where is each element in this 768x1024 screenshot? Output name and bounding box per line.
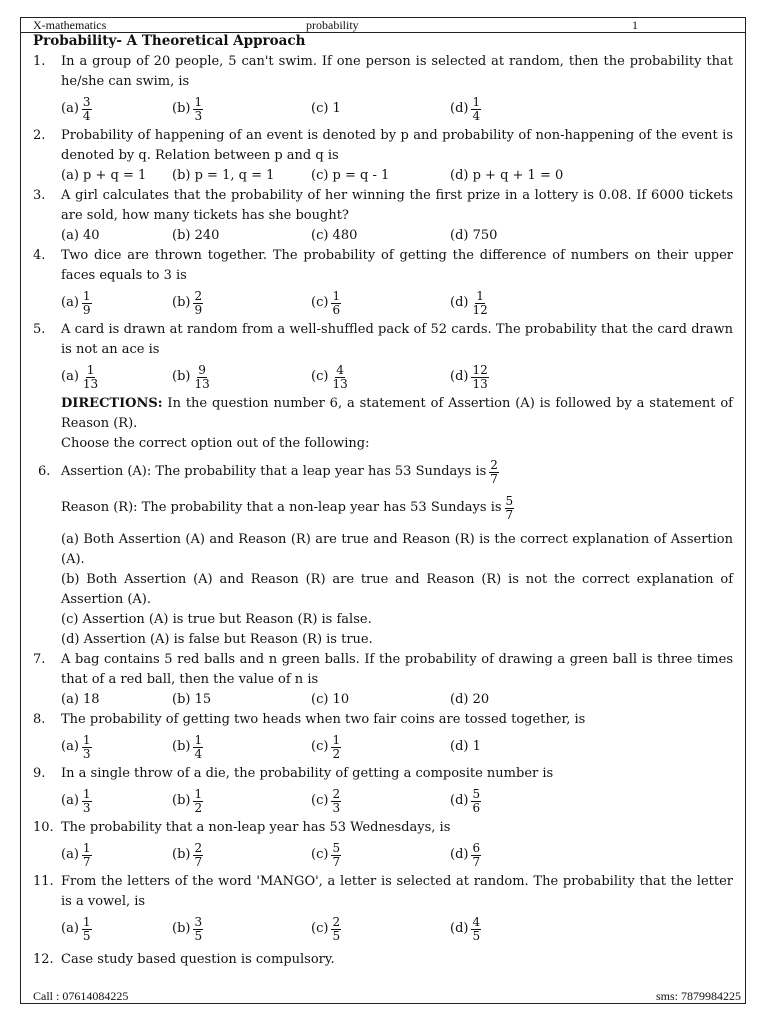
option-b: (b) $\frac{1}{4}$ <box>172 732 203 761</box>
question-4 <box>33 246 733 286</box>
option-a: (a) $\frac{1}{3}$ <box>61 786 91 815</box>
option-d: (d) $\frac{1}{4}$ <box>450 94 481 123</box>
question-number: 10. <box>33 820 54 835</box>
question-number: 5. <box>33 322 46 337</box>
option-a: (a) $\frac{1}{13}$ <box>61 362 99 391</box>
question-text: A card is drawn at random from a well-shuffled pack of 52 cards. The probability that the card drawn is not an ace is <box>61 322 733 357</box>
option-b: (b) Both Assertion (A) and Reason (R) are true and Reason (R) is not the correct explanation of Assertion (A). <box>61 572 733 607</box>
option-b: (b) $\frac{2}{7}$ <box>172 840 203 869</box>
question-text: Case study based question is compulsory. <box>61 952 335 967</box>
header-page-number: 1 <box>632 18 638 32</box>
reason-text: Reason (R): The probability that a non-leap year has 53 Sundays is <box>61 500 502 515</box>
option-a: (a) Both Assertion (A) and Reason (R) are true and Reason (R) is the correct explanation of Assertion (A). <box>61 532 733 567</box>
question-text: A bag contains 5 red balls and n green balls. If the probability of drawing a green ball is three times that of a red ball, then the value of n is <box>61 652 733 687</box>
reason-fraction: $\frac{5}{7}$ <box>505 493 514 522</box>
option-c: (c) 1 <box>311 101 341 116</box>
option-b: (b) $\frac{2}{9}$ <box>172 288 203 317</box>
option-a: (a) 18 <box>61 692 100 707</box>
question-12 <box>33 950 733 970</box>
option-b: (b) $\frac{9}{13}$ <box>172 362 210 391</box>
question-text: From the letters of the word 'MANGO', a letter is selected at random. The probability that the letter is a vowel, is <box>61 874 733 909</box>
options-3 <box>61 226 733 246</box>
option-b: (b) 240 <box>172 228 220 243</box>
option-c: (c) $\frac{1}{2}$ <box>311 732 341 761</box>
option-a: (a) $\frac{1}{3}$ <box>61 732 91 761</box>
question-text: In a single throw of a die, the probability of getting a composite number is <box>61 766 554 781</box>
options-9 <box>61 784 733 818</box>
question-text: Probability of happening of an event is denoted by p and probability of non-happening of the event is denoted by q. Relation between p and q is <box>61 128 733 163</box>
question-11 <box>33 872 733 912</box>
options-2 <box>61 166 733 186</box>
question-number: 4. <box>33 248 46 263</box>
option-b: (b) 15 <box>172 692 212 707</box>
option-c: (c) Assertion (A) is true but Reason (R) is false. <box>61 612 372 627</box>
option-d: (d) 20 <box>450 692 490 707</box>
question-10 <box>33 818 733 838</box>
options-5 <box>61 360 733 394</box>
option-d: (d) 750 <box>450 228 498 243</box>
option-a: (a) p + q = 1 <box>61 168 147 183</box>
option-c: (c) $\frac{2}{5}$ <box>311 914 341 943</box>
options-10 <box>61 838 733 872</box>
option-d: (d) p + q + 1 = 0 <box>450 168 564 183</box>
question-number: 12. <box>33 952 54 967</box>
options-11 <box>61 912 733 946</box>
question-list <box>33 52 733 970</box>
page-header <box>33 18 733 33</box>
question-text: The probability that a non-leap year has 53 Wednesdays, is <box>61 820 451 835</box>
option-d: (d) 1 <box>450 739 481 754</box>
page-title: Probability- A Theoretical Approach <box>33 33 306 49</box>
question-7 <box>33 650 733 690</box>
option-c: (c) 480 <box>311 228 358 243</box>
footer-sms: sms: 7879984225 <box>655 989 741 1003</box>
option-d: (d) $\frac{12}{13}$ <box>450 362 488 391</box>
option-a: (a) 40 <box>61 228 100 243</box>
question-6 <box>33 454 733 490</box>
question-number: 2. <box>33 128 46 143</box>
question-9 <box>33 764 733 784</box>
question-8 <box>33 710 733 730</box>
question-text: Two dice are thrown together. The probability of getting the difference of numbers on their upper faces equals to 3 is <box>61 248 733 283</box>
option-c: (c) p = q - 1 <box>311 168 390 183</box>
option-a: (a) $\frac{1}{5}$ <box>61 914 91 943</box>
option-c: (c) $\frac{4}{13}$ <box>311 362 348 391</box>
options-1 <box>61 92 733 126</box>
option-c: (c) $\frac{1}{6}$ <box>311 288 341 317</box>
question-1 <box>33 52 733 92</box>
options-7 <box>61 690 733 710</box>
question-number: 11. <box>33 874 54 889</box>
question-3 <box>33 186 733 226</box>
directions-label: DIRECTIONS: <box>61 396 163 411</box>
option-d: (d) $\frac{4}{5}$ <box>450 914 481 943</box>
option-b: (b) $\frac{1}{2}$ <box>172 786 203 815</box>
question-text: A girl calculates that the probability of her winning the first prize in a lottery is 0.08. If 6000 tickets are sold, how many tickets has she bought? <box>61 188 733 223</box>
option-d: (d) $\frac{5}{6}$ <box>450 786 481 815</box>
question-5 <box>33 320 733 360</box>
assertion-text: Assertion (A): The probability that a leap year has 53 Sundays is <box>61 464 487 479</box>
option-a: (a) $\frac{3}{4}$ <box>61 94 91 123</box>
question-2 <box>33 126 733 166</box>
question-number: 6. <box>38 464 51 479</box>
question-text: The probability of getting two heads when two fair coins are tossed together, is <box>61 712 586 727</box>
option-d: (d) $\frac{6}{7}$ <box>450 840 481 869</box>
option-a: (a) $\frac{1}{7}$ <box>61 840 91 869</box>
option-c: (c) $\frac{5}{7}$ <box>311 840 341 869</box>
header-topic: probability <box>306 18 359 32</box>
question-number: 7. <box>33 652 46 667</box>
page-footer <box>33 989 741 1004</box>
question-number: 8. <box>33 712 46 727</box>
option-c: (c) $\frac{2}{3}$ <box>311 786 341 815</box>
option-b: (b) p = 1, q = 1 <box>172 168 275 183</box>
question-number: 1. <box>33 54 46 69</box>
option-d: (d) $\frac{1}{12}$ <box>450 288 488 317</box>
question-number: 3. <box>33 188 46 203</box>
option-c: (c) 10 <box>311 692 350 707</box>
reason-line <box>61 490 733 526</box>
directions-choose: Choose the correct option out of the following: <box>61 436 370 451</box>
header-subject: X-mathematics <box>33 18 107 32</box>
footer-call: Call : 07614084225 <box>33 989 129 1003</box>
options-8 <box>61 730 733 764</box>
option-d: (d) Assertion (A) is false but Reason (R) is true. <box>61 632 373 647</box>
options-4 <box>61 286 733 320</box>
option-b: (b) $\frac{3}{5}$ <box>172 914 203 943</box>
option-b: (b) $\frac{1}{3}$ <box>172 94 203 123</box>
assertion-fraction: $\frac{2}{7}$ <box>490 457 498 486</box>
question-number: 9. <box>33 766 46 781</box>
question-text: In a group of 20 people, 5 can't swim. If one person is selected at random, then the probability that he/she can swim, is <box>61 54 733 89</box>
directions-block <box>61 394 733 434</box>
option-a: (a) $\frac{1}{9}$ <box>61 288 91 317</box>
directions-text: In the question number 6, a statement of Assertion (A) is followed by a statement of Reason (R). <box>61 396 733 431</box>
